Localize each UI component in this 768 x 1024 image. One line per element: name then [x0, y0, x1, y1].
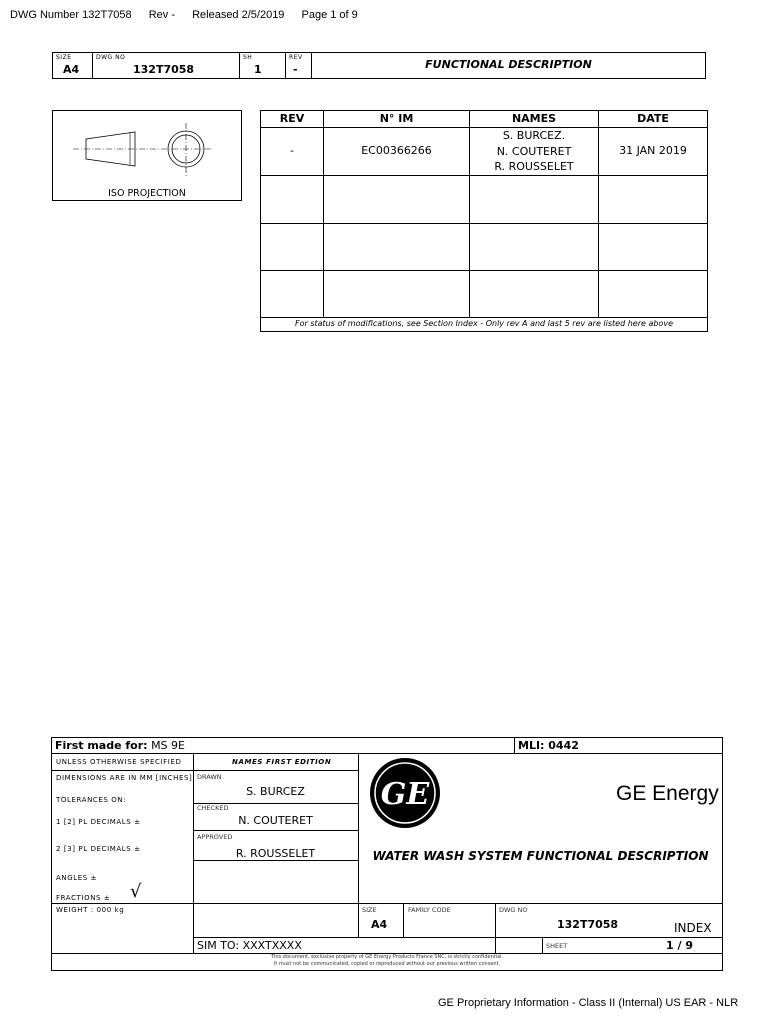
- release-date: Released 2/5/2019: [192, 9, 285, 21]
- names-first-edition: NAMES FIRST EDITION: [232, 758, 332, 766]
- checked-name: N. COUTERET: [238, 814, 313, 827]
- confidentiality-line-2: It must not be communicated, copied or reproduced without our previous written consent.: [273, 961, 501, 967]
- strip-dwg-label: DWG NO: [96, 54, 126, 61]
- dwg-number: DWG Number 132T7058: [10, 9, 132, 21]
- mli-number: MLI: 0442: [518, 739, 579, 752]
- revision-name-1: S. BURCEZ.: [502, 129, 566, 142]
- dimensions-unit: DIMENSIONS ARE IN MM [INCHES]: [56, 774, 193, 782]
- tolerances-label: TOLERANCES ON:: [56, 796, 127, 804]
- strip-sheet-cell: [240, 53, 286, 78]
- confidentiality-line-1: This document, exclusive property of GE Energy Products France SNC, is strictly confidential.: [270, 954, 504, 960]
- first-made-for: [55, 739, 185, 752]
- iso-caption: ISO PROJECTION: [108, 188, 186, 199]
- approved-name: R. ROUSSELET: [235, 847, 316, 860]
- index-label: INDEX: [674, 921, 712, 935]
- iso-projection-symbol-icon: [53, 111, 241, 189]
- strip-rev-label: REV: [289, 54, 303, 61]
- document-title: WATER WASH SYSTEM FUNCTIONAL DESCRIPTION: [372, 849, 709, 863]
- revision-names-cell: [470, 128, 598, 175]
- revision-name-2: N. COUTERET: [496, 144, 572, 158]
- first-made-value: MS 9E: [151, 739, 185, 752]
- revision-note: For status of modifications, see Section Index - Only rev A and last 5 rev are listed here above: [295, 319, 673, 328]
- strip-size-value: A4: [63, 63, 80, 76]
- page-indicator: Page 1 of 9: [301, 9, 358, 21]
- rev-col-header: REV: [279, 112, 305, 125]
- date-col-header: DATE: [637, 112, 669, 125]
- names-col-header: NAMES: [511, 112, 557, 125]
- revision-name-3: R. ROUSSELET: [494, 160, 574, 173]
- ge-logo-icon: [369, 757, 441, 829]
- first-made-label: First made for:: [55, 739, 148, 752]
- strip-rev-cell: [286, 53, 312, 78]
- strip-sheet-label: SH: [243, 54, 253, 61]
- tolerance-1pl: 1 [2] PL DECIMALS ±: [56, 818, 141, 826]
- company-name: GE Energy: [616, 782, 719, 805]
- weight: WEIGHT : 000 kg: [56, 906, 125, 914]
- sheet-label: SHEET: [546, 942, 568, 950]
- check-mark-icon: √: [130, 881, 142, 902]
- strip-dwg-cell: [93, 53, 240, 78]
- strip-size-cell: [53, 53, 93, 78]
- im-col-header: N° IM: [379, 112, 414, 125]
- dwg-no-value: 132T7058: [557, 918, 619, 931]
- iso-projection-box: [52, 110, 242, 201]
- sheet-value: 1 / 9: [666, 939, 693, 952]
- strip-rev-value: -: [293, 63, 298, 76]
- title-block: [51, 737, 723, 971]
- revision-table: [260, 110, 708, 332]
- revision-rev-cell: -: [290, 144, 294, 157]
- approved-label: APPROVED: [197, 833, 233, 841]
- revision-im-cell: EC00366266: [361, 144, 432, 157]
- sim-to: SIM TO: XXXTXXXX: [197, 939, 302, 952]
- checked-label: CHECKED: [197, 804, 229, 812]
- drawn-label: DRAWN: [197, 773, 222, 781]
- tolerance-fractions: FRACTIONS ±: [56, 894, 111, 902]
- rev-indicator: Rev -: [148, 9, 176, 21]
- strip-sheet-value: 1: [254, 63, 262, 76]
- tolerance-angles: ANGLES ±: [56, 874, 98, 882]
- page-footer: GE Proprietary Information - Class II (Internal) US EAR - NLR: [438, 997, 739, 1009]
- revision-date-cell: 31 JAN 2019: [619, 144, 687, 157]
- size-value: A4: [371, 918, 388, 931]
- title-strip: [52, 52, 706, 79]
- page-header: [10, 9, 372, 21]
- strip-title: FUNCTIONAL DESCRIPTION: [425, 58, 592, 71]
- ge-logo-text: GE: [380, 777, 430, 812]
- drawn-name: S. BURCEZ: [246, 785, 305, 798]
- dwg-no-label: DWG NO: [499, 906, 528, 914]
- size-label: SIZE: [362, 906, 377, 914]
- strip-size-label: SIZE: [56, 54, 72, 61]
- family-code-label: FAMILY CODE: [408, 906, 451, 914]
- strip-dwg-value: 132T7058: [133, 63, 195, 76]
- confidentiality-notice: [52, 954, 722, 968]
- tolerance-2pl: 2 [3] PL DECIMALS ±: [56, 845, 141, 853]
- unless-specified: UNLESS OTHERWISE SPECIFIED: [56, 758, 182, 766]
